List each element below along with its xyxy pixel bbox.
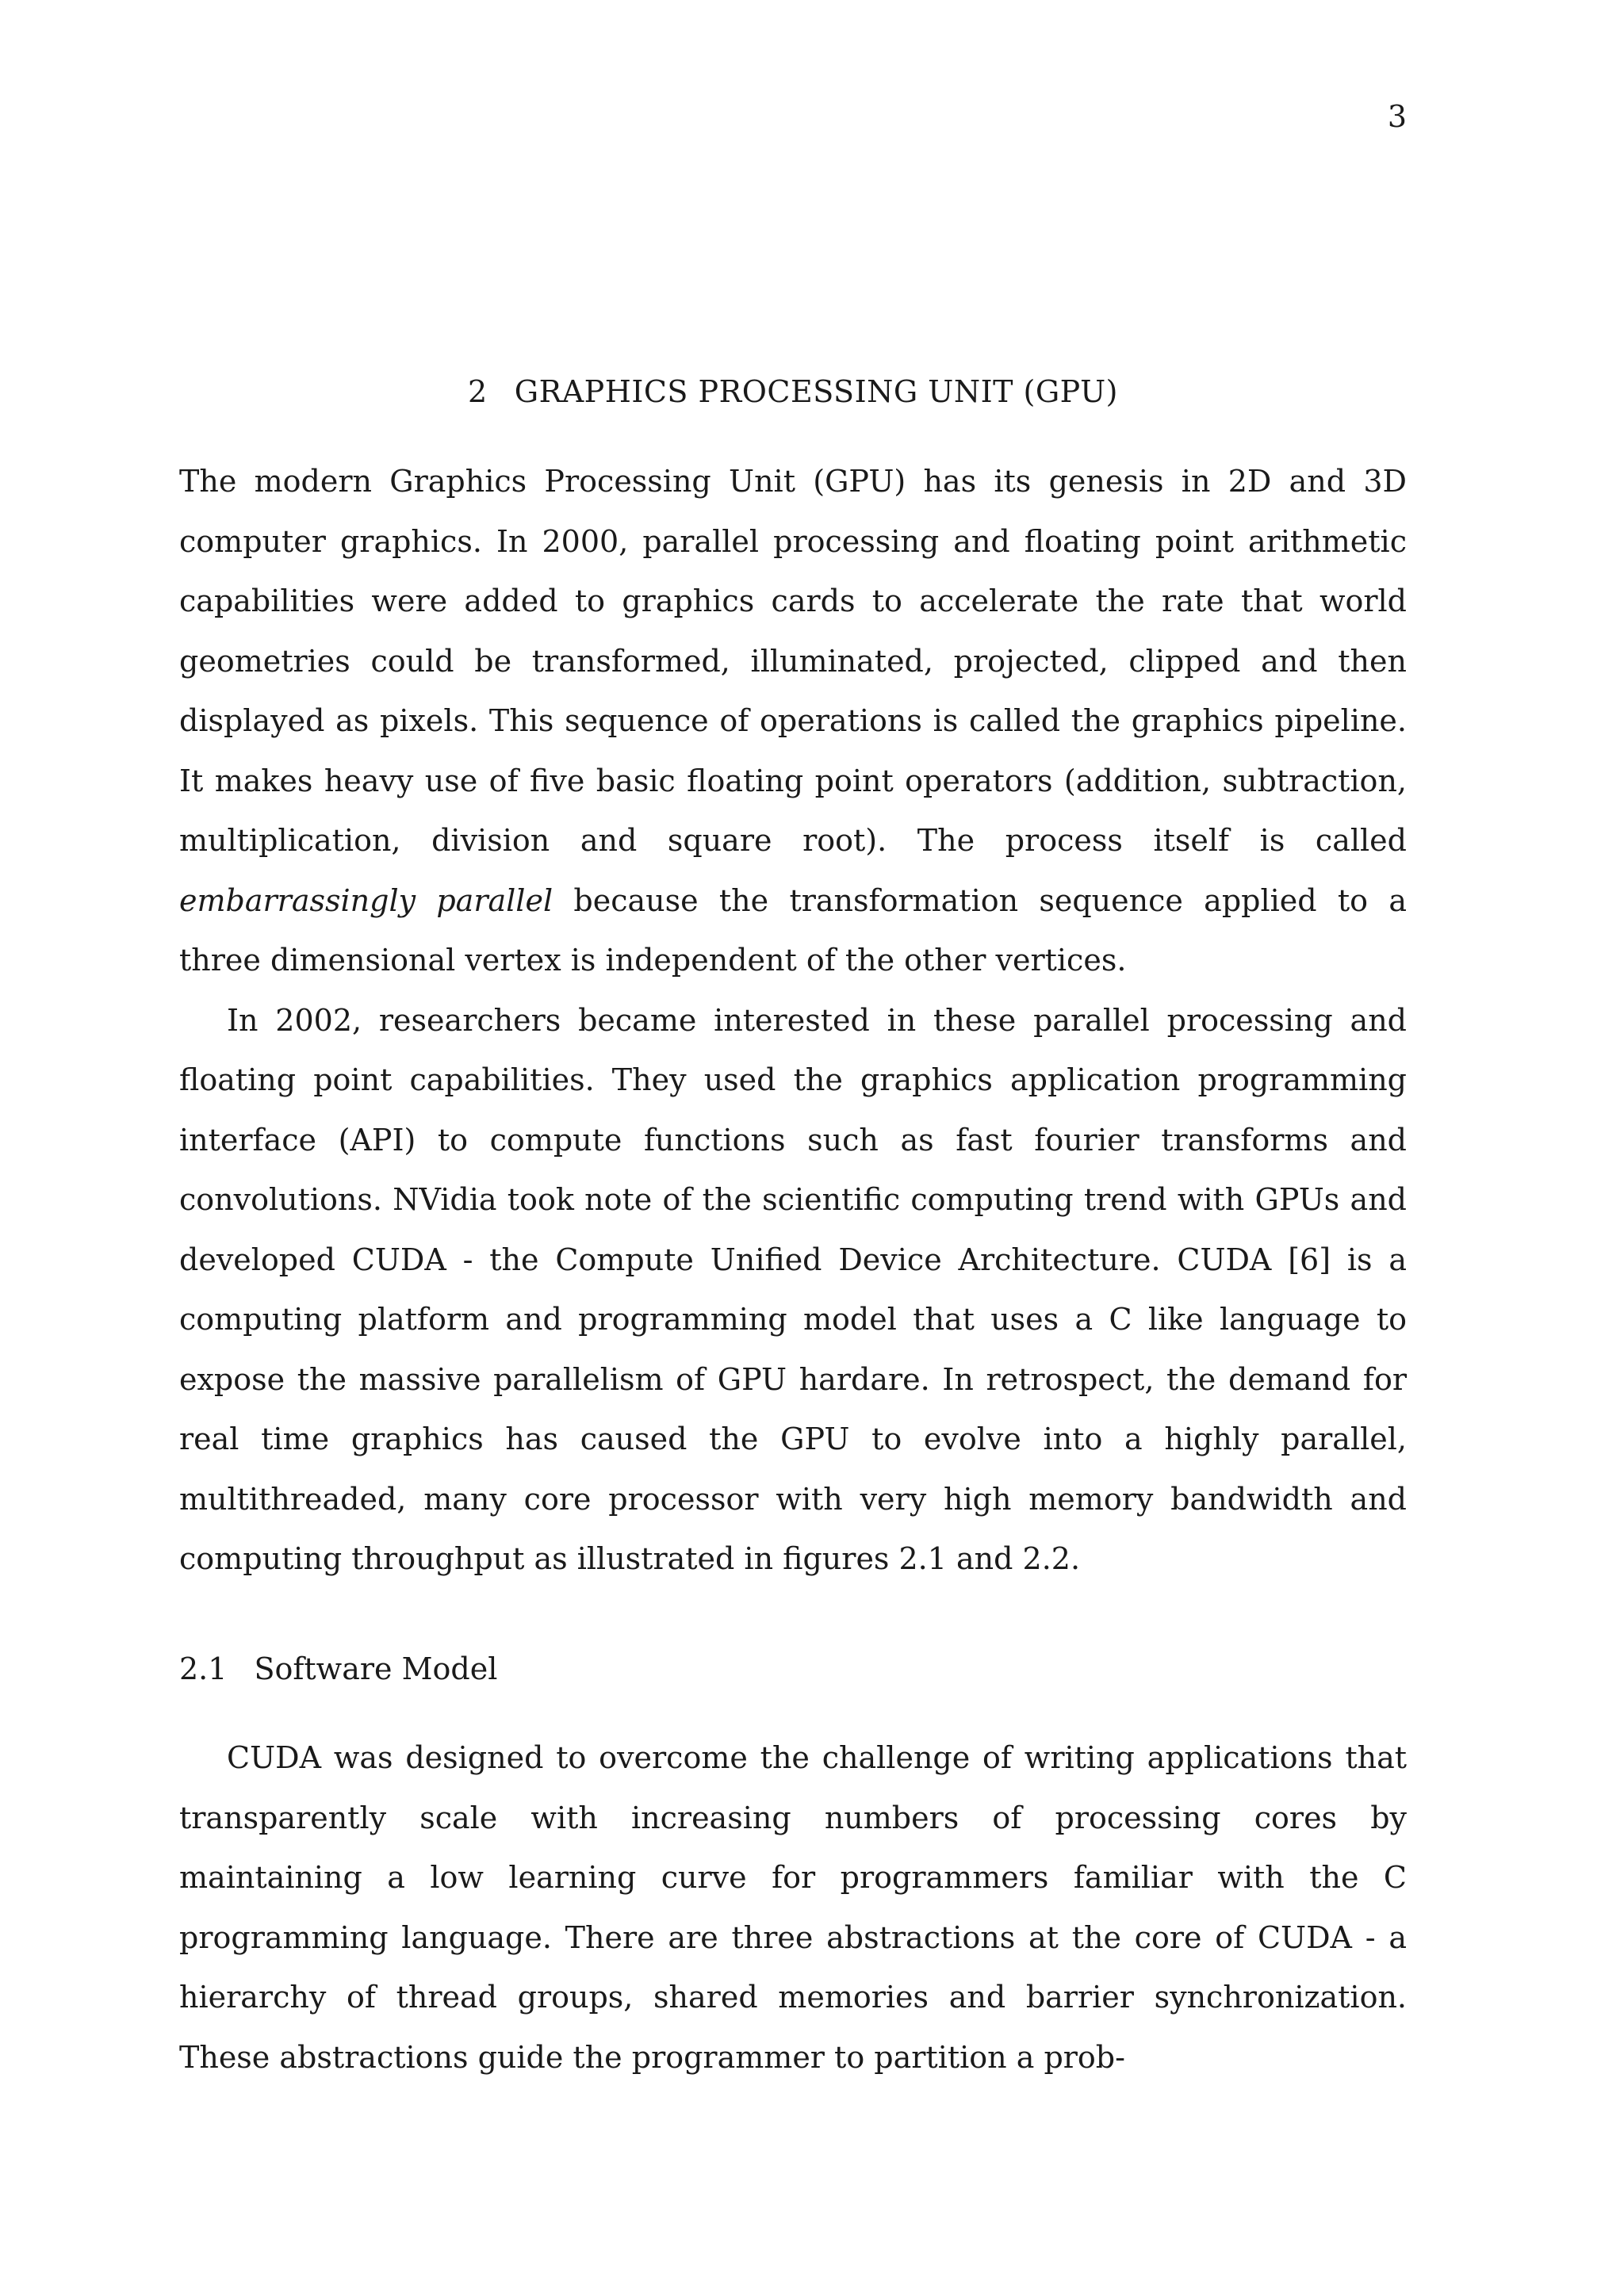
section-heading [179,1651,1407,1688]
paragraph-text: because the transformation sequence applied to a three dimensional vertex is independent of the other vertices. [179,882,1407,978]
paragraph-cuda-history: In 2002, researchers became interested in these parallel processing and floating point capabilities. They used the graphics application programming interface (API) to compute functions such as fast fourier transforms and convolutions. NVidia took note of the scientific computing trend with GPUs and developed CUDA - the Compute Unified Device Architecture. CUDA [6] is a computing platform and programming model that uses a C like language to expose the massive parallelism of GPU hardare. In retrospect, the demand for real time graphics has caused the GPU to evolve into a highly parallel, multithreaded, many core processor with very high memory bandwidth and computing throughput as illustrated in figures 2.1 and 2.2. [179,1002,1407,1576]
paragraph-text: The modern Graphics Processing Unit (GPU) has its genesis in 2D and 3D computer graphics. In 2000, parallel processing and floating point arithmetic capabilities were added to graphics cards to accelerate the rate that world geometries could be transformed, illuminated, projected, clipped and then displayed as pixels. This sequence of operations is called the graphics pipeline. It makes heavy use of five basic floating point operators (addition, subtraction, multiplication, division and square root). The process itself is called [179,464,1407,858]
page-number: 3 [1387,99,1407,134]
section-title: Software Model [254,1651,498,1686]
emphasis-text: embarrassingly parallel [179,882,553,918]
chapter-title: GRAPHICS PROCESSING UNIT (GPU) [514,374,1118,409]
page-body [179,374,1407,2087]
chapter-heading [179,374,1407,409]
chapter-number: 2 [468,374,488,409]
paragraph-software-model: CUDA was designed to overcome the challenge of writing applications that transparently scale with increasing numbers of processing cores by maintaining a low learning curve for programmers familiar with the C programming language. There are three abstractions at the core of CUDA - a hierarchy of thread groups, shared memories and barrier synchronization. These abstractions guide the programmer to partition a prob- [179,1740,1407,2075]
paragraph-gpu-intro [179,452,1407,991]
section-number: 2.1 [179,1651,228,1686]
